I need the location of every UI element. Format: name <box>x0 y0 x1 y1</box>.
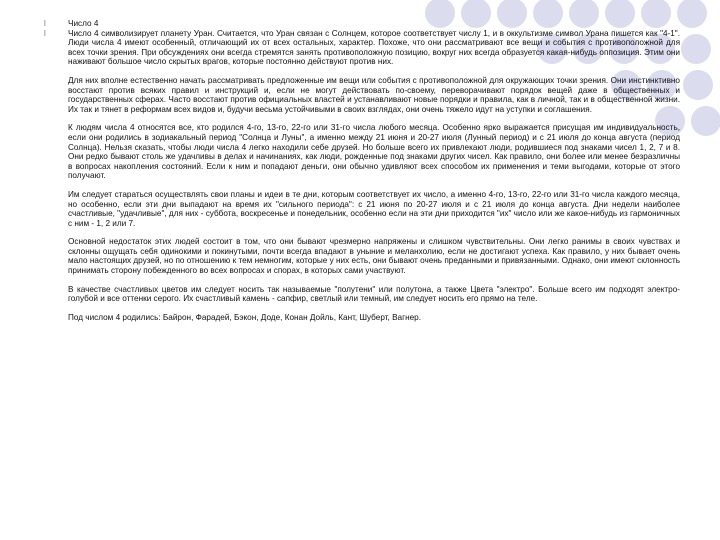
body-paragraph: Для них вполне естественно начать рассматривать предложенные им вещи или события с противоположной для окружающих точки зрения. Они инстинктивно восстают против всяких правил и инструкций и, если не могут действовать по-своему, переворачивают порядок вещей даже в общественных и государственных сферах. Часто восстают против официальных властей и устанавливают новые порядки и правила, как в личной, так и в общественной жизни. Их так и тянет в реформам всех видов и, будучи весьма устойчивыми в своих взглядах, они очень тяжело идут на уступки и соглашения. <box>68 75 680 114</box>
body-paragraph: Им следует стараться осуществлять свои планы и идеи в те дни, которым соответствует их число, а именно 4-го, 13-го, 22-го или 31-го числа каждого месяца, но особенно, если эти дни выпадают на время их "сильного периода": с 21 июня по 20-27 июля и с 21 июля до конца августа. Дни недели наиболее счастливые, "удачливые", для них - суббота, воскресенье и понедельник, особенно если на эти дни приходится "их" число или же какое-нибудь из гармоничных с ним - 1, 2 или 7. <box>68 189 680 228</box>
circle-decoration <box>691 106 720 136</box>
bullet-marker-icon: l <box>44 19 46 28</box>
slide-heading: Число 4 <box>68 19 99 28</box>
slide-content <box>44 19 680 331</box>
body-paragraph: К людям числа 4 относятся все, кто родился 4-го, 13-го, 22-го или 31-го числа любого месяца. Особенно ярко выражается присущая им индивидуальность, если они родились в зодиакальный период "Солнца и Луны", а именно между 21 июня и 20-27 июля (Лунный период) и с 21 июля до конца августа (период Солнца). Нельзя сказать, чтобы люди числа 4 легко находили себе друзей. Но больше всего их привлекают люди, родившиеся под знаками чисел 1, 2, 7 и 8. Они редко бывают столь же удачливы в делах и начинаниях, как люди, рожденные под знаками других чисел. Как правило, они более или менее безразличны в вопросах накопления состояний. Если к ним и попадают деньги, они обычно удивляют всех способом их применения и теми выгодами, которые от этого получают. <box>68 123 680 181</box>
body-paragraph: Основной недостаток этих людей состоит в том, что они бывают чрезмерно напряжены и слишком чувствительны. Они легко ранимы в своих чувствах и склонны ощущать себя одинокими и покинутыми, почти всегда впадают в уныние и меланхолию, если не достигают успеха. Как правило, у них бывает очень мало настоящих друзей, но по отношению к тем немногим, которые у них есть, они бывают очень преданными и привязанными. Однако, они имеют склонность принимать сторону побежденного во всех вопросах и спорах, в которых сами участвуют. <box>68 237 680 276</box>
bullet-item-intro <box>44 29 680 67</box>
body-paragraph: Под числом 4 родились: Байрон, Фарадей, Бэкон, Доде, Конан Дойль, Кант, Шуберт, Вагнер. <box>68 312 421 322</box>
circle-decoration <box>677 0 707 28</box>
circle-decoration <box>681 34 711 64</box>
bullet-marker-icon: l <box>44 28 46 38</box>
body-paragraph: В качестве счастливых цветов им следует носить так называемые "полутени" или полутона, а также Цвета "электро". Больше всего им подходят электро-голубой и все оттенки серого. Их счастливый камень - сапфир, светлый или темный, им следует носить его прямо на теле. <box>68 284 680 304</box>
circle-decoration <box>683 70 713 100</box>
bullet-item-title <box>44 19 680 29</box>
intro-paragraph: Число 4 символизирует планету Уран. Считается, что Уран связан с Солнцем, которое соответствует числу 1, и в оккультизме символ Урана пишется как "4-1". Люди числа 4 имеют особенный, отличающий их от всех остальных, характер. Похоже, что они рассматривают все вещи и события с противоположной для всех точки зрения. При обсуждениях они всегда стремятся занять противоположную позицию, вокруг них всегда образуется какая-нибудь оппозиция. Этим они наживают большое число скрытых врагов, которые постоянно действуют против них. <box>68 28 680 67</box>
